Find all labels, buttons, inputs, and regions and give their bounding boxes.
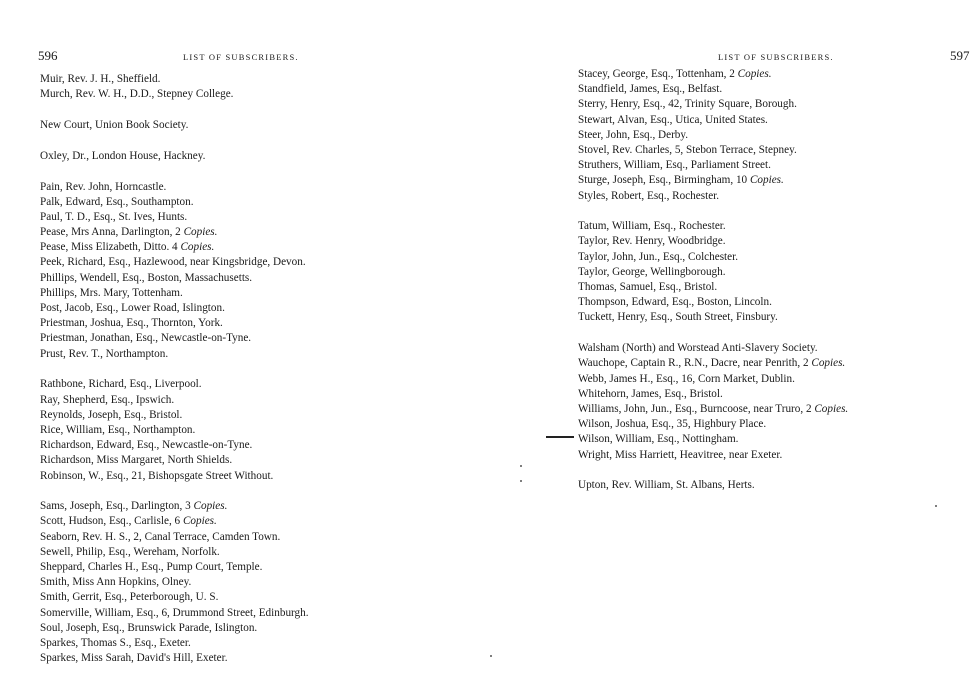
subscriber-entry — [40, 621, 309, 636]
subscriber-entry — [40, 438, 309, 453]
copies-note: Copies. — [182, 515, 217, 528]
subscriber-entry — [578, 280, 848, 295]
subscriber-entry — [40, 636, 309, 651]
subscriber-text: Sparkes, Thomas S., Esq., Exeter. — [40, 636, 191, 649]
running-head: LIST OF SUBSCRIBERS. — [718, 52, 834, 62]
subscriber-entry — [578, 265, 848, 280]
subscriber-entry — [40, 377, 309, 392]
subscriber-text: Wauchope, Captain R., R.N., Dacre, near Penrith, 2 — [578, 357, 812, 370]
subscriber-entry — [40, 301, 309, 316]
subscriber-entry — [40, 499, 309, 514]
subscriber-entry — [40, 149, 309, 164]
subscriber-entry — [40, 453, 309, 468]
subscriber-entry — [40, 469, 309, 484]
subscriber-entry — [40, 180, 309, 195]
subscriber-text: Scott, Hudson, Esq., Carlisle, 6 — [40, 515, 183, 528]
subscriber-entry — [40, 606, 309, 621]
subscriber-text: Upton, Rev. William, St. Albans, Herts. — [578, 479, 755, 492]
subscriber-entry — [578, 67, 848, 82]
subscriber-entry — [578, 173, 848, 188]
subscriber-text: Sterry, Henry, Esq., 42, Trinity Square, Borough. — [578, 98, 797, 111]
subscriber-entry — [578, 387, 848, 402]
group-spacer — [40, 102, 309, 118]
subscriber-text: Williams, John, Jun., Esq., Burncoose, near Truro, 2 — [578, 402, 815, 415]
subscriber-text: Smith, Gerrit, Esq., Peterborough, U. S. — [40, 591, 219, 604]
subscriber-list — [578, 67, 848, 493]
subscriber-text: Rice, William, Esq., Northampton. — [40, 423, 196, 436]
subscriber-text: Sewell, Philip, Esq., Wereham, Norfolk. — [40, 545, 220, 558]
subscriber-text: Tatum, William, Esq., Rochester. — [578, 220, 726, 233]
subscriber-entry — [40, 651, 309, 666]
subscriber-entry — [578, 189, 848, 204]
subscriber-text: Smith, Miss Ann Hopkins, Olney. — [40, 576, 192, 589]
subscriber-text: Thompson, Edward, Esq., Boston, Lincoln. — [578, 296, 772, 309]
copies-note: Copies. — [180, 241, 215, 254]
speck — [520, 480, 522, 482]
subscriber-list — [40, 72, 309, 666]
subscriber-entry — [40, 240, 309, 255]
subscriber-text: Ray, Shepherd, Esq., Ipswich. — [40, 393, 175, 406]
subscriber-entry — [578, 478, 848, 493]
subscriber-text: Phillips, Wendell, Esq., Boston, Massachusetts. — [40, 271, 253, 284]
subscriber-entry — [40, 408, 309, 423]
subscriber-text: Paul, T. D., Esq., St. Ives, Hunts. — [40, 210, 188, 223]
subscriber-text: Pain, Rev. John, Horncastle. — [40, 180, 167, 193]
subscriber-entry — [40, 560, 309, 575]
subscriber-entry — [40, 423, 309, 438]
subscriber-entry — [578, 143, 848, 158]
subscriber-text: Sheppard, Charles H., Esq., Pump Court, Temple. — [40, 561, 263, 574]
subscriber-text: Murch, Rev. W. H., D.D., Stepney College. — [40, 88, 234, 101]
copies-note: Copies. — [811, 357, 846, 370]
page-number: 596 — [38, 48, 58, 63]
subscriber-entry — [40, 316, 309, 331]
subscriber-entry — [40, 118, 309, 133]
subscriber-text: Post, Jacob, Esq., Lower Road, Islington. — [40, 302, 225, 315]
subscriber-text: Stewart, Alvan, Esq., Utica, United States. — [578, 113, 768, 126]
subscriber-text: Whitehorn, James, Esq., Bristol. — [578, 387, 723, 400]
subscriber-entry — [40, 87, 309, 102]
speck — [490, 655, 492, 657]
subscriber-text: Standfield, James, Esq., Belfast. — [578, 83, 723, 96]
subscriber-text: Walsham (North) and Worstead Anti-Slavery Society. — [578, 342, 818, 355]
group-spacer — [578, 326, 848, 342]
subscriber-text: Muir, Rev. J. H., Sheffield. — [40, 73, 161, 85]
subscriber-text: Sparkes, Miss Sarah, David's Hill, Exeter. — [40, 652, 228, 665]
subscriber-text: New Court, Union Book Society. — [40, 118, 189, 131]
subscriber-entry — [40, 286, 309, 301]
subscriber-text: Peek, Richard, Esq., Hazlewood, near Kingsbridge, Devon. — [40, 256, 306, 269]
subscriber-text: Styles, Robert, Esq., Rochester. — [578, 189, 720, 202]
subscriber-text: Wilson, Joshua, Esq., 35, Highbury Place. — [578, 418, 767, 431]
copies-note: Copies. — [737, 68, 772, 80]
subscriber-entry — [578, 113, 848, 128]
subscriber-text: Tuckett, Henry, Esq., South Street, Finsbury. — [578, 311, 778, 324]
copies-note: Copies. — [193, 500, 228, 513]
subscriber-text: Pease, Miss Elizabeth, Ditto. 4 — [40, 241, 181, 254]
copies-note: Copies. — [749, 174, 784, 187]
subscriber-text: Steer, John, Esq., Derby. — [578, 128, 689, 141]
subscriber-entry — [578, 448, 848, 463]
group-spacer — [40, 484, 309, 500]
subscriber-text: Richardson, Miss Margaret, North Shields. — [40, 454, 233, 467]
subscriber-entry — [578, 341, 848, 356]
copies-note: Copies. — [183, 226, 218, 239]
subscriber-text: Rathbone, Richard, Esq., Liverpool. — [40, 378, 202, 391]
subscriber-entry — [40, 575, 309, 590]
subscriber-entry — [578, 295, 848, 310]
subscriber-entry — [40, 530, 309, 545]
subscriber-text: Seaborn, Rev. H. S., 2, Canal Terrace, Camden Town. — [40, 530, 281, 543]
subscriber-entry — [40, 210, 309, 225]
subscriber-text: Oxley, Dr., London House, Hackney. — [40, 149, 206, 162]
subscriber-entry — [40, 195, 309, 210]
subscriber-entry — [578, 250, 848, 265]
subscriber-text: Somerville, William, Esq., 6, Drummond Street, Edinburgh. — [40, 606, 309, 619]
subscriber-text: Prust, Rev. T., Northampton. — [40, 347, 169, 360]
subscriber-entry — [40, 255, 309, 270]
subscriber-entry — [40, 225, 309, 240]
subscriber-text: Thomas, Samuel, Esq., Bristol. — [578, 281, 718, 294]
subscriber-entry — [578, 310, 848, 325]
subscriber-text: Stovel, Rev. Charles, 5, Stebon Terrace, Stepney. — [578, 143, 797, 156]
subscriber-text: Taylor, John, Jun., Esq., Colchester. — [578, 250, 739, 263]
subscriber-entry — [40, 393, 309, 408]
subscriber-entry — [578, 158, 848, 173]
copies-note: Copies. — [814, 402, 849, 415]
subscriber-entry — [578, 82, 848, 97]
subscriber-text: Taylor, George, Wellingborough. — [578, 265, 726, 278]
subscriber-entry — [40, 271, 309, 286]
speck — [520, 465, 522, 467]
group-spacer — [578, 204, 848, 220]
subscriber-text: Pease, Mrs Anna, Darlington, 2 — [40, 226, 184, 239]
subscriber-entry — [40, 590, 309, 605]
group-spacer — [40, 133, 309, 149]
subscriber-text: Sturge, Joseph, Esq., Birmingham, 10 — [578, 174, 750, 187]
subscriber-text: Webb, James H., Esq., 16, Corn Market, Dublin. — [578, 372, 795, 385]
subscriber-text: Richardson, Edward, Esq., Newcastle-on-Tyne. — [40, 439, 253, 452]
group-spacer — [40, 362, 309, 378]
subscriber-text: Sams, Joseph, Esq., Darlington, 3 — [40, 500, 194, 513]
subscriber-text: Palk, Edward, Esq., Southampton. — [40, 195, 194, 208]
subscriber-entry — [40, 72, 309, 87]
running-head: LIST OF SUBSCRIBERS. — [183, 52, 299, 62]
subscriber-text: Soul, Joseph, Esq., Brunswick Parade, Islington. — [40, 621, 258, 634]
subscriber-text: Wright, Miss Harriett, Heavitree, near Exeter. — [578, 448, 783, 461]
subscriber-text: Reynolds, Joseph, Esq., Bristol. — [40, 408, 183, 421]
subscriber-text: Priestman, Jonathan, Esq., Newcastle-on-Tyne. — [40, 332, 252, 345]
group-spacer — [578, 463, 848, 479]
subscriber-text: Priestman, Joshua, Esq., Thornton, York. — [40, 317, 223, 330]
subscriber-text: Robinson, W., Esq., 21, Bishopsgate Street Without. — [40, 469, 274, 482]
group-spacer — [40, 164, 309, 180]
subscriber-entry — [40, 514, 309, 529]
subscriber-entry — [40, 331, 309, 346]
subscriber-text: Phillips, Mrs. Mary, Tottenham. — [40, 286, 183, 299]
subscriber-entry — [578, 219, 848, 234]
subscriber-text: Struthers, William, Esq., Parliament Street. — [578, 159, 771, 172]
subscriber-entry — [578, 97, 848, 112]
subscriber-text: Taylor, Rev. Henry, Woodbridge. — [578, 235, 726, 248]
subscriber-entry — [578, 372, 848, 387]
subscriber-entry — [578, 234, 848, 249]
margin-mark — [546, 436, 574, 438]
subscriber-entry — [578, 128, 848, 143]
subscriber-text: Stacey, George, Esq., Tottenham, 2 — [578, 68, 738, 80]
page-number: 597 — [950, 48, 970, 63]
subscriber-entry — [578, 417, 848, 432]
subscriber-entry — [578, 356, 848, 371]
subscriber-entry — [578, 402, 848, 417]
subscriber-text: Wilson, William, Esq., Nottingham. — [578, 433, 739, 446]
subscriber-entry — [40, 347, 309, 362]
subscriber-entry — [40, 545, 309, 560]
subscriber-entry — [578, 432, 848, 447]
speck — [935, 505, 937, 507]
